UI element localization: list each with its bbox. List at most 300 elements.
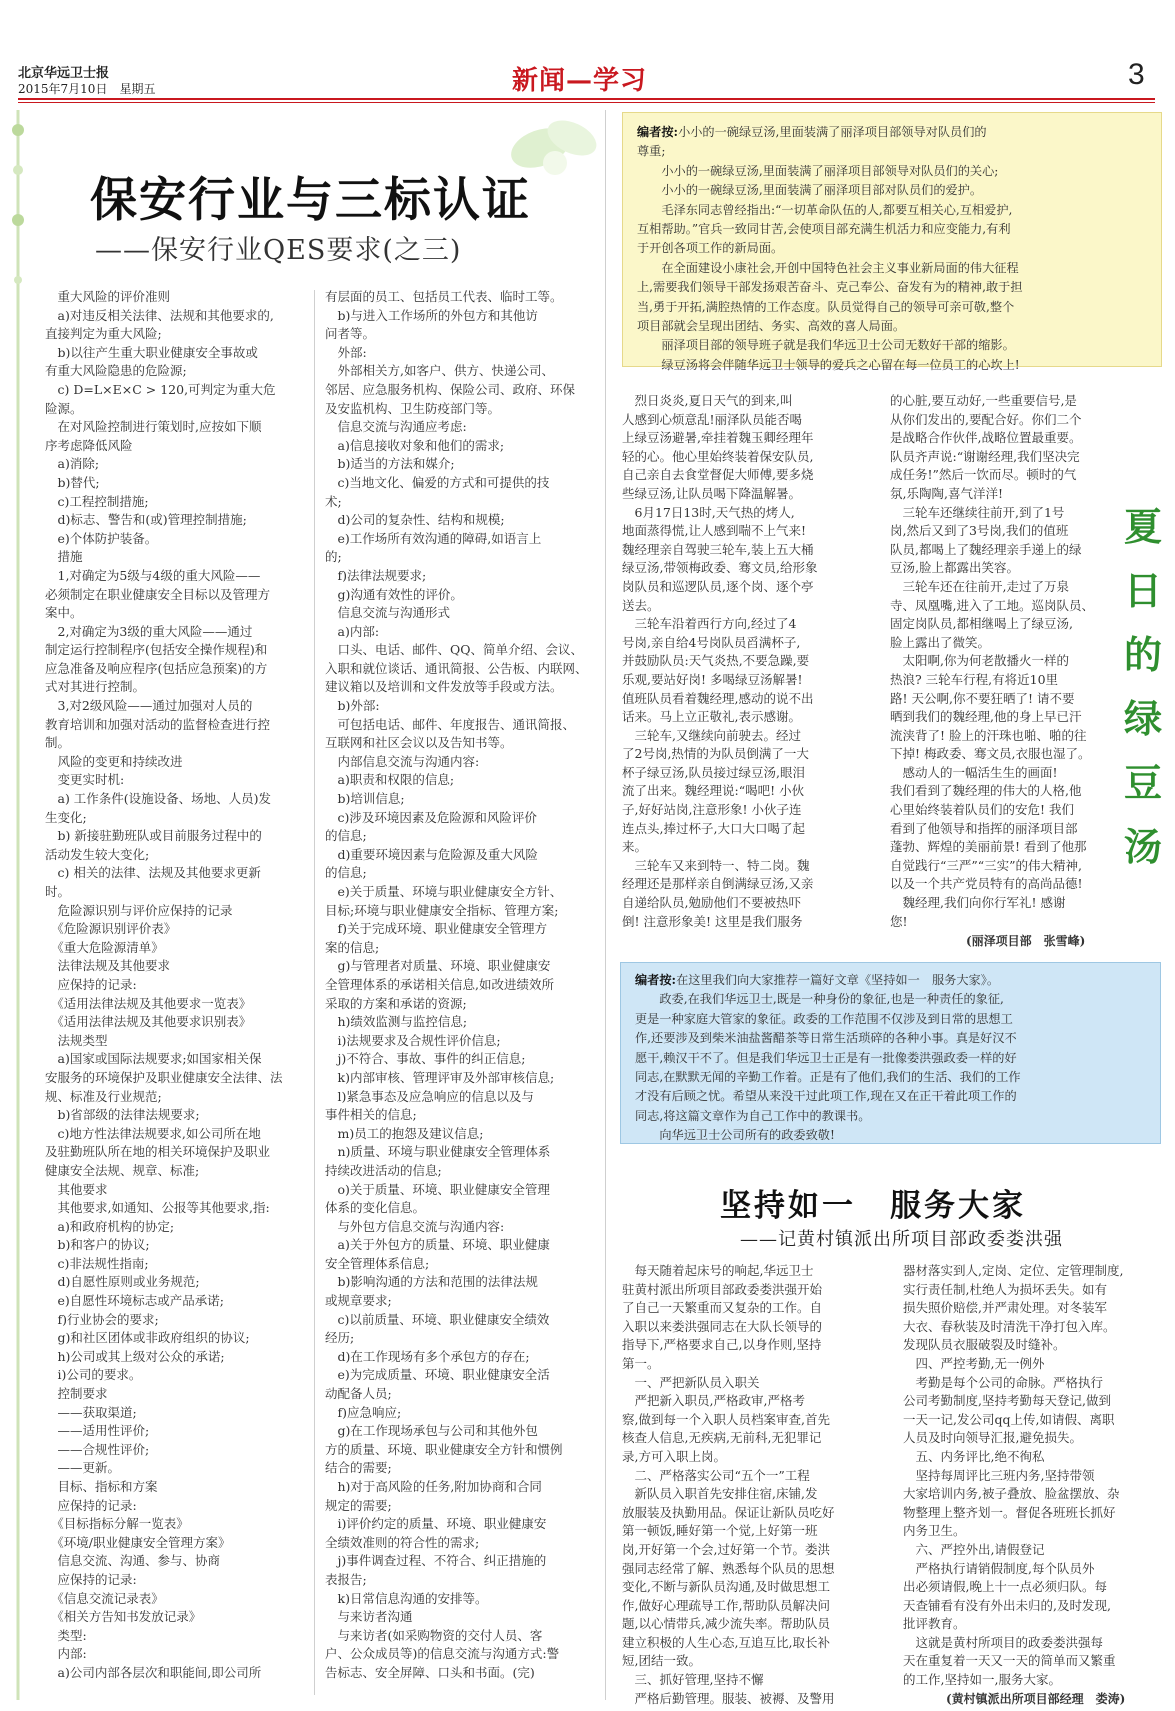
text-line: 必须制定在职业健康安全目标以及管理方 bbox=[45, 586, 271, 602]
article3-title: 坚持如一 服务大家 bbox=[720, 1188, 1026, 1224]
text-line: 三轮车沿着西行方向,经过了4 bbox=[622, 616, 797, 632]
text-line: 健康安全法规、规章、标准; bbox=[45, 1162, 200, 1178]
text-line: 制。 bbox=[45, 735, 71, 751]
text-line: 实行责任制,杜绝人为损坏丢失。如有 bbox=[903, 1281, 1107, 1297]
text-line: 自觉践行“三严”“三实”的伟大精神, bbox=[890, 857, 1083, 873]
text-line: 应保持的记录: bbox=[45, 976, 137, 992]
text-line: a)内部: bbox=[325, 623, 380, 639]
editor-note-text-2 bbox=[635, 971, 1146, 1146]
text-line: d)在工作现场有多个承包方的存在; bbox=[325, 1348, 530, 1364]
text-line: 固定岗队员,都相继喝上了绿豆汤, bbox=[890, 616, 1073, 632]
text-line: b)以往产生重大职业健康安全事故或 bbox=[45, 344, 258, 360]
text-line: 外部相关方,如客户、供方、快递公司、 bbox=[325, 363, 554, 379]
text-line: 上绿豆汤避暑,牵挂着魏玉卿经理年 bbox=[622, 430, 814, 446]
editor-note-label: 编者按: bbox=[637, 125, 679, 139]
text-line: 《适用法律法规及其他要求一览表》 bbox=[45, 995, 252, 1011]
text-line: 了自己一天繁重而又复杂的工作。自 bbox=[622, 1300, 823, 1316]
text-line: 问者等。 bbox=[325, 326, 376, 342]
text-line: 告标志、安全屏障、口头和书面。(完) bbox=[325, 1664, 535, 1680]
text-line: 小小的一碗绿豆汤,里面装满了丽泽项目部领导对队员们的关心; bbox=[637, 163, 999, 178]
text-line: h)公司或其上级对公众的承诺; bbox=[45, 1348, 225, 1364]
text-line: 绿豆汤,带领梅政委、骞文员,给形象 bbox=[622, 560, 818, 576]
text-line: 规、标准及行业规范; bbox=[45, 1088, 162, 1104]
editor-note-2-first-line: 在这里我们向大家推荐一篇好文章《坚持如一 服务大家》。 bbox=[676, 973, 1000, 987]
article-title: 保安行业与三标认证 bbox=[90, 173, 531, 228]
text-line: 自己亲自去食堂督促大师傅,要多烧 bbox=[622, 467, 814, 483]
text-line: 入职和就位谈话、通讯简报、公告板、内联网、 bbox=[325, 660, 588, 676]
text-line: ——合规性评价; bbox=[45, 1441, 150, 1457]
text-line: 的信息; bbox=[325, 828, 367, 844]
text-line: e)工作场所有效沟通的障碍,如语言上 bbox=[325, 530, 542, 546]
text-line: f)行业协会的要求; bbox=[45, 1311, 159, 1327]
text-line: 一天一记,发公司qq上传,如请假、离职 bbox=[903, 1411, 1115, 1427]
text-line: k)日常信息沟通的安排等。 bbox=[325, 1590, 488, 1606]
text-line: 全绩效准则的符合性的需求; bbox=[325, 1534, 480, 1550]
text-line: 序考虑降低风险 bbox=[45, 437, 133, 453]
editor-note-box-2 bbox=[620, 962, 1161, 1144]
text-line: a)消除; bbox=[45, 456, 100, 472]
text-line: 太阳啊,你为何老散播火一样的 bbox=[890, 653, 1069, 669]
text-line: 五、内务评比,绝不徇私 bbox=[903, 1448, 1045, 1464]
issue-date: 2015年7月10日 星期五 bbox=[18, 82, 156, 96]
column-divider bbox=[314, 290, 315, 1695]
text-line: 或规章要求; bbox=[325, 1293, 392, 1309]
text-line: 3,对2级风险——通过加强对人员的 bbox=[45, 698, 253, 714]
text-line: 这就是黄村所项目的政委娄洪强每 bbox=[903, 1634, 1104, 1650]
text-line: 岗,开好第一个会,过好第一个节。娄洪 bbox=[622, 1541, 830, 1557]
text-line: 在对风险控制进行策划时,应按如下顺 bbox=[45, 419, 262, 435]
text-line: 《危险源识别评价表》 bbox=[45, 921, 177, 937]
text-line: 新队员入职首先安排住宿,床铺,发 bbox=[622, 1486, 818, 1502]
text-line: 丽泽项目部的领导班子就是我们华远卫士公司无数好干部的缩影。 bbox=[637, 338, 1015, 353]
text-line: h)对于高风险的任务,附加协商和合同 bbox=[325, 1479, 542, 1494]
text-line: 感动人的一幅活生生的画面! bbox=[890, 764, 1058, 780]
text-line: 内部信息交流与沟通内容: bbox=[325, 753, 480, 769]
text-line: 政委,在我们华远卫士,既是一种身份的象征,也是一种责任的象征, bbox=[635, 992, 1004, 1007]
text-line: 从你们发出的,要配合好。你们二个 bbox=[890, 411, 1082, 427]
article2-byline: (丽泽项目部 张雪峰) bbox=[966, 934, 1086, 948]
text-line: g)与管理者对质量、环境、职业健康安 bbox=[325, 958, 551, 974]
text-line: 晒到我们的魏经理,他的身上早已汗 bbox=[890, 709, 1082, 725]
text-line: 上,需要我们领导干部发扬艰苦奋斗、克己奉公、奋发有为的精神,敢于担 bbox=[637, 280, 1023, 295]
editor-note-box bbox=[622, 112, 1162, 372]
text-line: 应保持的记录: bbox=[45, 1571, 137, 1587]
editor-note-lines bbox=[637, 142, 1147, 375]
text-line: 豆汤,脸上都露出笑容。 bbox=[890, 560, 1019, 576]
newspaper-name: 北京华远卫士报 bbox=[18, 66, 110, 81]
text-line: 流了出来。魏经理说:“喝吧! 小伙 bbox=[622, 783, 805, 799]
text-line: c) 相关的法律、法规及其他要求更新 bbox=[45, 865, 261, 881]
text-line: 察,做到每一个入职人员档案审查,首先 bbox=[622, 1411, 830, 1427]
text-line: 话来。马上立正敬礼,表示感谢。 bbox=[622, 709, 801, 725]
page-number: 3 bbox=[1128, 58, 1145, 91]
text-line: f)应急响应; bbox=[325, 1404, 402, 1420]
text-line: 信息交流、沟通、参与、协商 bbox=[45, 1553, 221, 1569]
article1-column-left bbox=[45, 288, 307, 1683]
text-line: m)员工的抱怨及建议信息; bbox=[325, 1125, 484, 1141]
text-line: 以及一个共产党员特有的高尚品德! bbox=[890, 876, 1083, 892]
text-line: 目标;环境与职业健康安全指标、管理方案; bbox=[325, 902, 559, 918]
text-line: b)适当的方法和媒介; bbox=[325, 456, 455, 472]
text-line: 蓬勃、辉煌的美丽前景! 看到了他那 bbox=[890, 839, 1087, 855]
text-line: 第一顿饭,睡好第一个觉,上好第一班 bbox=[622, 1523, 818, 1539]
text-line: e)自愿性环境标志或产品承诺; bbox=[45, 1293, 224, 1309]
text-line: 项目部就会呈现出团结、务实、高效的喜人局面。 bbox=[637, 319, 906, 334]
text-line: o)关于质量、环境、职业健康安全管理 bbox=[325, 1181, 550, 1197]
text-line: 《重大危险源清单》 bbox=[45, 939, 164, 955]
text-line: f)关于完成环境、职业健康安全管理方 bbox=[325, 921, 548, 937]
text-line: c)地方性法律法规要求,如公司所在地 bbox=[45, 1125, 261, 1141]
article2-vertical-title: 夏日的绿豆汤 bbox=[1123, 504, 1162, 869]
text-line: k)内部审核、管理评审及外部审核信息; bbox=[325, 1069, 555, 1085]
editor-note-first-line: 小小的一碗绿豆汤,里面装满了丽泽项目部领导对队员们的 bbox=[678, 125, 987, 139]
vine-decoration-icon bbox=[10, 110, 26, 1700]
text-line: 三轮车还继续往前开,到了1号 bbox=[890, 504, 1065, 520]
text-line: 内务卫生。 bbox=[903, 1523, 966, 1539]
text-line: 持续改进活动的信息; bbox=[325, 1162, 442, 1178]
text-line: 了2号岗,热情的为队员倒满了一大 bbox=[622, 746, 809, 762]
text-line: 指导下,严格要求自己,以身作则,坚持 bbox=[622, 1337, 822, 1353]
text-line: 险源。 bbox=[45, 400, 83, 416]
text-line: c) D=L×E×C > 120,可判定为重大危 bbox=[45, 381, 276, 397]
text-line: 小小的一碗绿豆汤,里面装满了丽泽项目部对队员们的爱护。 bbox=[637, 183, 983, 198]
text-line: 放服装及执勤用品。保证让新队员吃好 bbox=[622, 1504, 835, 1520]
text-line: 的; bbox=[325, 549, 342, 565]
text-line: a)公司内部各层次和职能间,即公司所 bbox=[45, 1664, 262, 1680]
text-line: 脸上露出了微笑。 bbox=[890, 634, 991, 650]
text-line: 邻居、应急服务机构、保险公司、政府、环保 bbox=[325, 381, 576, 397]
article1-column-right bbox=[325, 288, 593, 1683]
text-line: 来。 bbox=[622, 839, 648, 855]
text-line: 热浪? 三轮车行程,有将近10里 bbox=[890, 671, 1059, 687]
text-line: d)标志、警告和(或)管理控制措施; bbox=[45, 512, 247, 528]
text-line: 直接判定为重大风险; bbox=[45, 326, 162, 342]
text-line: 与来访者沟通 bbox=[325, 1609, 413, 1625]
text-line: 与来访者(如采购物资的交付人员、客 bbox=[325, 1627, 543, 1643]
text-line: 建议箱以及培训和文件发放等手段或方法。 bbox=[325, 679, 563, 695]
text-line: ——获取渠道; bbox=[45, 1404, 137, 1420]
text-line: 值班队员看着魏经理,感动的说不出 bbox=[622, 690, 814, 706]
text-line: 其他要求,如通知、公报等其他要求,指: bbox=[45, 1200, 270, 1216]
text-line: a)对违反相关法律、法规和其他要求的, bbox=[45, 307, 274, 323]
text-line: 的工作,坚持如一,服务大家。 bbox=[903, 1672, 1061, 1688]
text-line: 三轮车还在往前开,走过了万泉 bbox=[890, 578, 1069, 594]
text-line: n)质量、环境与职业健康安全管理体系 bbox=[325, 1144, 551, 1160]
text-line: 方的质量、环境、职业健康安全方针和惯例 bbox=[325, 1441, 563, 1457]
text-line: 于开创各项工作的新局面。 bbox=[637, 241, 784, 256]
text-line: 些绿豆汤,让队员喝下降温解暑。 bbox=[622, 485, 801, 501]
text-line: f)法律法规要求; bbox=[325, 567, 427, 583]
text-line: 轻的心。他心里始终装着保安队员, bbox=[622, 448, 814, 464]
text-line: 三轮车又来到特一、特二岗。魏 bbox=[622, 857, 810, 873]
text-line: 作,做好心理疏导工作,帮助队员解决问 bbox=[622, 1597, 830, 1613]
text-line: 坚持每周评比三班内务,坚持带领 bbox=[903, 1467, 1095, 1483]
text-line: 《适用法律法规及其他要求识别表》 bbox=[45, 1014, 252, 1030]
column-divider bbox=[605, 110, 606, 1700]
text-line: b)培训信息; bbox=[325, 791, 405, 807]
text-line: 经历; bbox=[325, 1330, 355, 1346]
text-line: 三、抓好管理,坚持不懈 bbox=[622, 1672, 764, 1688]
text-line: 我们看到了魏经理的伟大的人格,他 bbox=[890, 783, 1082, 799]
text-line: 短,团结一致。 bbox=[622, 1653, 701, 1669]
text-line: 活动发生较大变化; bbox=[45, 846, 150, 862]
text-line: 的信息; bbox=[325, 865, 367, 881]
editor-note-text bbox=[637, 123, 1147, 375]
text-line: b)替代; bbox=[45, 474, 100, 490]
text-line: 岗队员和巡逻队员,逐个岗、逐个亭 bbox=[622, 578, 814, 594]
text-line: a)和政府机构的协定; bbox=[45, 1218, 175, 1234]
text-line: 户、公众成员等)的信息交流与沟通方式:警 bbox=[325, 1646, 560, 1662]
text-line: 《相关方告知书发放记录》 bbox=[45, 1609, 202, 1625]
text-line: 作,还要涉及到柴米油盐酱醋茶等日常生活琐碎的各种小事。真是好汉不 bbox=[635, 1031, 1017, 1046]
text-line: g)和社区团体或非政府组织的协议; bbox=[45, 1330, 250, 1346]
text-line: c)以前质量、环境、职业健康安全绩效 bbox=[325, 1311, 550, 1327]
text-line: 队员齐声说:“谢谢经理,我们坚决完 bbox=[890, 448, 1080, 464]
text-line: 内部: bbox=[45, 1646, 87, 1662]
text-line: h)绩效监测与监控信息; bbox=[325, 1014, 468, 1030]
text-line: 魏经理,我们向你行军礼! 感谢 bbox=[890, 895, 1066, 911]
text-line: 严格执行请销假制度,每个队员外 bbox=[903, 1560, 1095, 1576]
text-line: 《信息交流记录表》 bbox=[45, 1590, 164, 1606]
article-subtitle: ——保安行业QES要求(之三) bbox=[95, 235, 462, 266]
text-line: 更是一种家庭大管家的象征。政委的工作范围不仅涉及到日常的思想工 bbox=[635, 1011, 1013, 1026]
text-line: 六、严控外出,请假登记 bbox=[903, 1541, 1045, 1557]
text-line: 录,方可入职上岗。 bbox=[622, 1448, 726, 1464]
text-line: 的心脏,要互动好,一些重要信号,是 bbox=[890, 393, 1077, 408]
text-line: ——适用性评价; bbox=[45, 1423, 150, 1439]
text-line: d)自愿性原则或业务规范; bbox=[45, 1274, 200, 1290]
text-line: 强同志经常了解、熟悉每个队员的思想 bbox=[622, 1560, 835, 1576]
text-line: 重大风险的评价准则 bbox=[45, 289, 171, 304]
text-line: 尊重; bbox=[637, 144, 666, 159]
text-line: 驻黄村派出所项目部政委娄洪强开始 bbox=[622, 1281, 823, 1297]
text-line: 地面蒸得慌,让人感到喘不上气来! bbox=[622, 523, 806, 539]
text-line: 法规类型 bbox=[45, 1032, 108, 1048]
text-line: 应保持的记录: bbox=[45, 1497, 137, 1513]
text-line: i)法规要求及合规性评价信息; bbox=[325, 1032, 501, 1048]
text-line: 安全管理体系信息; bbox=[325, 1255, 430, 1271]
text-line: 入职以来娄洪强同志在大队长领导的 bbox=[622, 1318, 823, 1334]
text-line: 及驻勤班队所在地的相关环境保护及职业 bbox=[45, 1144, 271, 1160]
text-line: g)沟通有效性的评价。 bbox=[325, 586, 463, 602]
text-line: 严把新入职员,严格政审,严格考 bbox=[622, 1393, 805, 1409]
text-line: 1,对确定为5级与4级的重大风险—— bbox=[45, 567, 261, 583]
text-line: 其他要求 bbox=[45, 1181, 108, 1197]
article2-column-left bbox=[622, 392, 880, 931]
article3-byline: (黄村镇派出所项目部经理 娄涛) bbox=[946, 1692, 1126, 1706]
text-line: 一、严把新队员入职关 bbox=[622, 1374, 760, 1390]
text-line: 人感到心烦意乱!丽泽队员能否喝 bbox=[622, 411, 803, 427]
text-line: 案中。 bbox=[45, 605, 83, 621]
text-line: 有重大风险隐患的危险源; bbox=[45, 363, 187, 379]
text-line: b)与进入工作场所的外包方和其他访 bbox=[325, 307, 538, 323]
text-line: 同志,将这篇文章作为自己工作中的教课书。 bbox=[635, 1108, 871, 1123]
text-line: 类型: bbox=[45, 1627, 87, 1643]
text-line: 绿豆汤将会伴随华远卫士领导的爱兵之心留在每一位员工的心坎上! bbox=[637, 357, 1020, 372]
text-line: 在全面建设小康社会,开创中国特色社会主义事业新局面的伟大征程 bbox=[637, 260, 1019, 275]
text-line: e)个体防护装备。 bbox=[45, 530, 158, 546]
text-line: 队员,都喝上了魏经理亲手递上的绿 bbox=[890, 541, 1082, 557]
text-line: 人员及时向领导汇报,避免损失。 bbox=[903, 1430, 1082, 1446]
article3-subtitle: ——记黄村镇派出所项目部政委娄洪强 bbox=[740, 1229, 1063, 1250]
text-line: b)省部级的法律法规要求; bbox=[45, 1107, 200, 1123]
text-line: 动配备人员; bbox=[325, 1386, 392, 1402]
text-line: 号岗,亲自给4号岗队员舀满杯子, bbox=[622, 634, 801, 650]
text-line: 信息交流与沟通应考虑: bbox=[325, 419, 467, 435]
text-line: 下掉! 梅政委、骞文员,衣服也湿了。 bbox=[890, 746, 1091, 762]
text-line: 当,勇于开拓,满腔热情的工作态度。队员觉得自己的领导可亲可敬,整个 bbox=[637, 299, 1015, 314]
text-line: 公司考勤制度,坚持考勤每天登记,做到 bbox=[903, 1393, 1111, 1409]
text-line: 时。 bbox=[45, 884, 71, 899]
text-line: ——更新。 bbox=[45, 1460, 121, 1476]
text-line: 互相帮助。”官兵一致同甘苦,会使项目部充满生机活力和应变能力,有利 bbox=[637, 222, 1011, 237]
text-line: 生变化; bbox=[45, 809, 87, 825]
editor-note-2-lines bbox=[635, 990, 1146, 1145]
text-line: 法律法规及其他要求 bbox=[45, 958, 171, 974]
text-line: 路! 天公啊,你不要狂晒了! 请不要 bbox=[890, 690, 1075, 706]
text-line: 考勤是每个公司的命脉。严格执行 bbox=[903, 1374, 1104, 1390]
text-line: 题,以心情带兵,减少流失率。帮助队员 bbox=[622, 1616, 830, 1632]
text-line: c)工程控制措施; bbox=[45, 493, 149, 509]
text-line: 物整理上整齐划一。督促各班班长抓好 bbox=[903, 1504, 1116, 1520]
text-line: 每天随着起床号的响起,华远卫士 bbox=[622, 1263, 814, 1278]
text-line: 外部: bbox=[325, 344, 367, 360]
text-line: e)关于质量、环境与职业健康安全方针、 bbox=[325, 884, 563, 899]
text-line: b)外部: bbox=[325, 698, 380, 714]
text-line: 器材落实到人,定岗、定位、定管理制度, bbox=[903, 1263, 1124, 1278]
text-line: 魏经理亲自驾驶三轮车,装上五大桶 bbox=[622, 541, 814, 557]
article3-column-right bbox=[903, 1262, 1165, 1690]
text-line: c)当地文化、偏爱的方式和可提供的技 bbox=[325, 474, 550, 490]
text-line: 措施 bbox=[45, 549, 83, 565]
text-line: 采取的方案和承诺的资源; bbox=[325, 995, 467, 1011]
text-line: 出必须请假,晚上十一点必须归队。每 bbox=[903, 1579, 1107, 1595]
text-line: a)职责和权限的信息; bbox=[325, 772, 455, 788]
text-line: 岗,然后又到了3号岗,我们的值班 bbox=[890, 523, 1069, 539]
text-line: 发现队员衣服破裂及时缝补。 bbox=[903, 1337, 1066, 1353]
text-line: 有层面的员工、包括员工代表、临时工等。 bbox=[325, 289, 563, 304]
text-line: 安服务的环境保护及职业健康安全法律、法 bbox=[45, 1069, 283, 1085]
text-line: 变更实时机: bbox=[45, 772, 125, 788]
text-line: a)国家或国际法规要求;如国家相关保 bbox=[45, 1051, 262, 1067]
text-line: 目标、指标和方案 bbox=[45, 1479, 158, 1494]
text-line: 变化,不断与新队员沟通,及时做思想工 bbox=[622, 1579, 830, 1595]
text-line: j)不符合、事故、事件的纠正信息; bbox=[325, 1051, 526, 1067]
article3-column-left bbox=[622, 1262, 890, 1708]
text-line: 术; bbox=[325, 493, 342, 509]
text-line: 式对其进行控制。 bbox=[45, 679, 146, 695]
text-line: 毛泽东同志曾经指出:“一切革命队伍的人,都要互相关心,互相爱护, bbox=[637, 202, 1013, 217]
text-line: b)和客户的协议; bbox=[45, 1237, 150, 1253]
text-line: a) 工作条件(设施设备、场地、人员)发 bbox=[45, 791, 272, 807]
text-line: 同志,在默默无闻的辛勤工作着。正是有了他们,我们的生活、我们的工作 bbox=[635, 1070, 1021, 1085]
text-line: 大衣、春秋装及时清洗干净打包入库。 bbox=[903, 1318, 1116, 1334]
text-line: 损失照价赔偿,并严肃处理。对冬装军 bbox=[903, 1300, 1107, 1316]
text-line: 流浃背了! 脸上的汗珠也啪、啪的往 bbox=[890, 727, 1087, 743]
text-line: 烈日炎炎,夏日天气的到来,叫 bbox=[622, 393, 793, 408]
text-line: 寺、凤凰嘴,进入了工地。巡岗队员、 bbox=[890, 597, 1094, 613]
text-line: 愿干,赖汉干不了。但是我们华远卫士正是有一批像娄洪强政委一样的好 bbox=[635, 1050, 1017, 1065]
text-line: g)在工作现场承包与公司和其他外包 bbox=[325, 1423, 538, 1439]
masthead-rule bbox=[18, 98, 1155, 100]
text-line: c)涉及环境因素及危险源和风险评价 bbox=[325, 809, 537, 825]
text-line: 体系的变化信息。 bbox=[325, 1200, 426, 1216]
text-line: 并鼓励队员:天气炎热,不要急躁,要 bbox=[622, 653, 810, 669]
text-line: 《环境/职业健康安全管理方案》 bbox=[45, 1534, 231, 1550]
text-line: d)重要环境因素与危险源及重大风险 bbox=[325, 846, 538, 862]
text-line: 天在重复着一天又一天的简单而又繁重 bbox=[903, 1653, 1116, 1669]
article2-column-right bbox=[890, 392, 1112, 931]
text-line: 控制要求 bbox=[45, 1386, 108, 1402]
text-line: 口头、电话、邮件、QQ、简单介绍、会议、 bbox=[325, 642, 583, 658]
text-line: 第一。 bbox=[622, 1355, 660, 1371]
text-line: 互联网和社区会议以及告知书等。 bbox=[325, 735, 513, 751]
text-line: 风险的变更和持续改进 bbox=[45, 753, 183, 769]
text-line: 危险源识别与评价应保持的记录 bbox=[45, 902, 233, 918]
text-line: 乐观,要站好岗! 多喝绿豆汤解暑! bbox=[622, 671, 803, 687]
text-line: 事件相关的信息; bbox=[325, 1107, 417, 1123]
text-line: 氛,乐陶陶,喜气洋洋! bbox=[890, 485, 1003, 501]
text-line: 全管理体系的承诺相关信息,如改进绩效所 bbox=[325, 976, 554, 992]
text-line: 成任务!”然后一饮而尽。顿时的气 bbox=[890, 467, 1077, 483]
text-line: 规定的需要; bbox=[325, 1497, 392, 1513]
text-line: 是战略合作伙伴,战略位置最重要。 bbox=[890, 430, 1082, 446]
text-line: 建立积极的人生心态,互追互比,取长补 bbox=[622, 1634, 830, 1650]
text-line: 自递给队员,勉励他们不要被热吓 bbox=[622, 895, 801, 911]
text-line: 看到了他领导和指挥的丽泽项目部 bbox=[890, 820, 1078, 836]
text-line: d)公司的复杂性、结构和规模; bbox=[325, 512, 505, 528]
text-line: 案的信息; bbox=[325, 939, 380, 955]
text-line: 教育培训和加强对活动的监督检查进行控 bbox=[45, 716, 271, 732]
text-line: b)影响沟通的方法和范围的法律法规 bbox=[325, 1274, 538, 1290]
text-line: 应急准备及响应程序(包括应急预案)的方 bbox=[45, 660, 268, 676]
text-line: 二、严格落实公司“五个一”工程 bbox=[622, 1467, 810, 1483]
text-line: 2,对确定为3级的重大风险——通过 bbox=[45, 623, 253, 639]
text-line: 才没有后顾之忧。希望从来没干过此项工作,现在又在正干着此项工作的 bbox=[635, 1089, 1017, 1104]
masthead-rule-thin bbox=[18, 102, 1155, 103]
text-line: 子,好好站岗,注意形象! 小伙子连 bbox=[622, 802, 802, 818]
text-line: i)公司的要求。 bbox=[45, 1367, 142, 1383]
text-line: e)为完成质量、环境、职业健康安全活 bbox=[325, 1367, 550, 1383]
text-line: i)评价约定的质量、环境、职业健康安 bbox=[325, 1516, 547, 1532]
text-line: 心里始终装着队员们的安危! 我们 bbox=[890, 802, 1074, 818]
text-line: 6月17日13时,天气热的烤人, bbox=[622, 504, 795, 520]
text-line: 四、严控考勤,无一例外 bbox=[903, 1355, 1045, 1371]
text-line: l)紧急事态及应急响应的信息以及与 bbox=[325, 1088, 534, 1104]
text-line: a)信息接收对象和他们的需求; bbox=[325, 437, 505, 453]
text-line: c)非法规性指南; bbox=[45, 1255, 149, 1271]
text-line: 核查人信息,无疾病,无前科,无犯罪记 bbox=[622, 1430, 822, 1446]
text-line: 批评教育。 bbox=[903, 1616, 966, 1632]
text-line: 经理还是那样亲自倒满绿豆汤,又亲 bbox=[622, 876, 814, 892]
text-line: 制定运行控制程序(包括安全操作规程)和 bbox=[45, 642, 268, 658]
text-line: 及安监机构、卫生防疫部门等。 bbox=[325, 400, 501, 416]
text-line: 向华远卫士公司所有的政委致敬! bbox=[635, 1128, 835, 1143]
text-line: b) 新接驻勤班队或目前服务过程中的 bbox=[45, 828, 262, 844]
text-line: 连点头,捧过杯子,大口大口喝了起 bbox=[622, 820, 805, 836]
text-line: 三轮车,又继续向前驶去。经过 bbox=[622, 727, 801, 743]
text-line: 表报告; bbox=[325, 1571, 367, 1587]
text-line: 大家培训内务,被子叠放、脸盆摆放、杂 bbox=[903, 1486, 1120, 1502]
text-line: 您! bbox=[890, 913, 908, 929]
text-line: 杯子绿豆汤,队员接过绿豆汤,眼泪 bbox=[622, 764, 805, 780]
text-line: 可包括电话、邮件、年度报告、通讯简报、 bbox=[325, 716, 576, 732]
text-line: 天查铺看有没有外出未归的,及时发现, bbox=[903, 1597, 1111, 1613]
editor-note-label-2: 编者按: bbox=[635, 973, 677, 987]
text-line: 倒! 注意形象美! 这里是我们服务 bbox=[622, 913, 803, 929]
text-line: 送去。 bbox=[622, 597, 660, 613]
section-title: 新闻—学习 bbox=[512, 66, 648, 96]
